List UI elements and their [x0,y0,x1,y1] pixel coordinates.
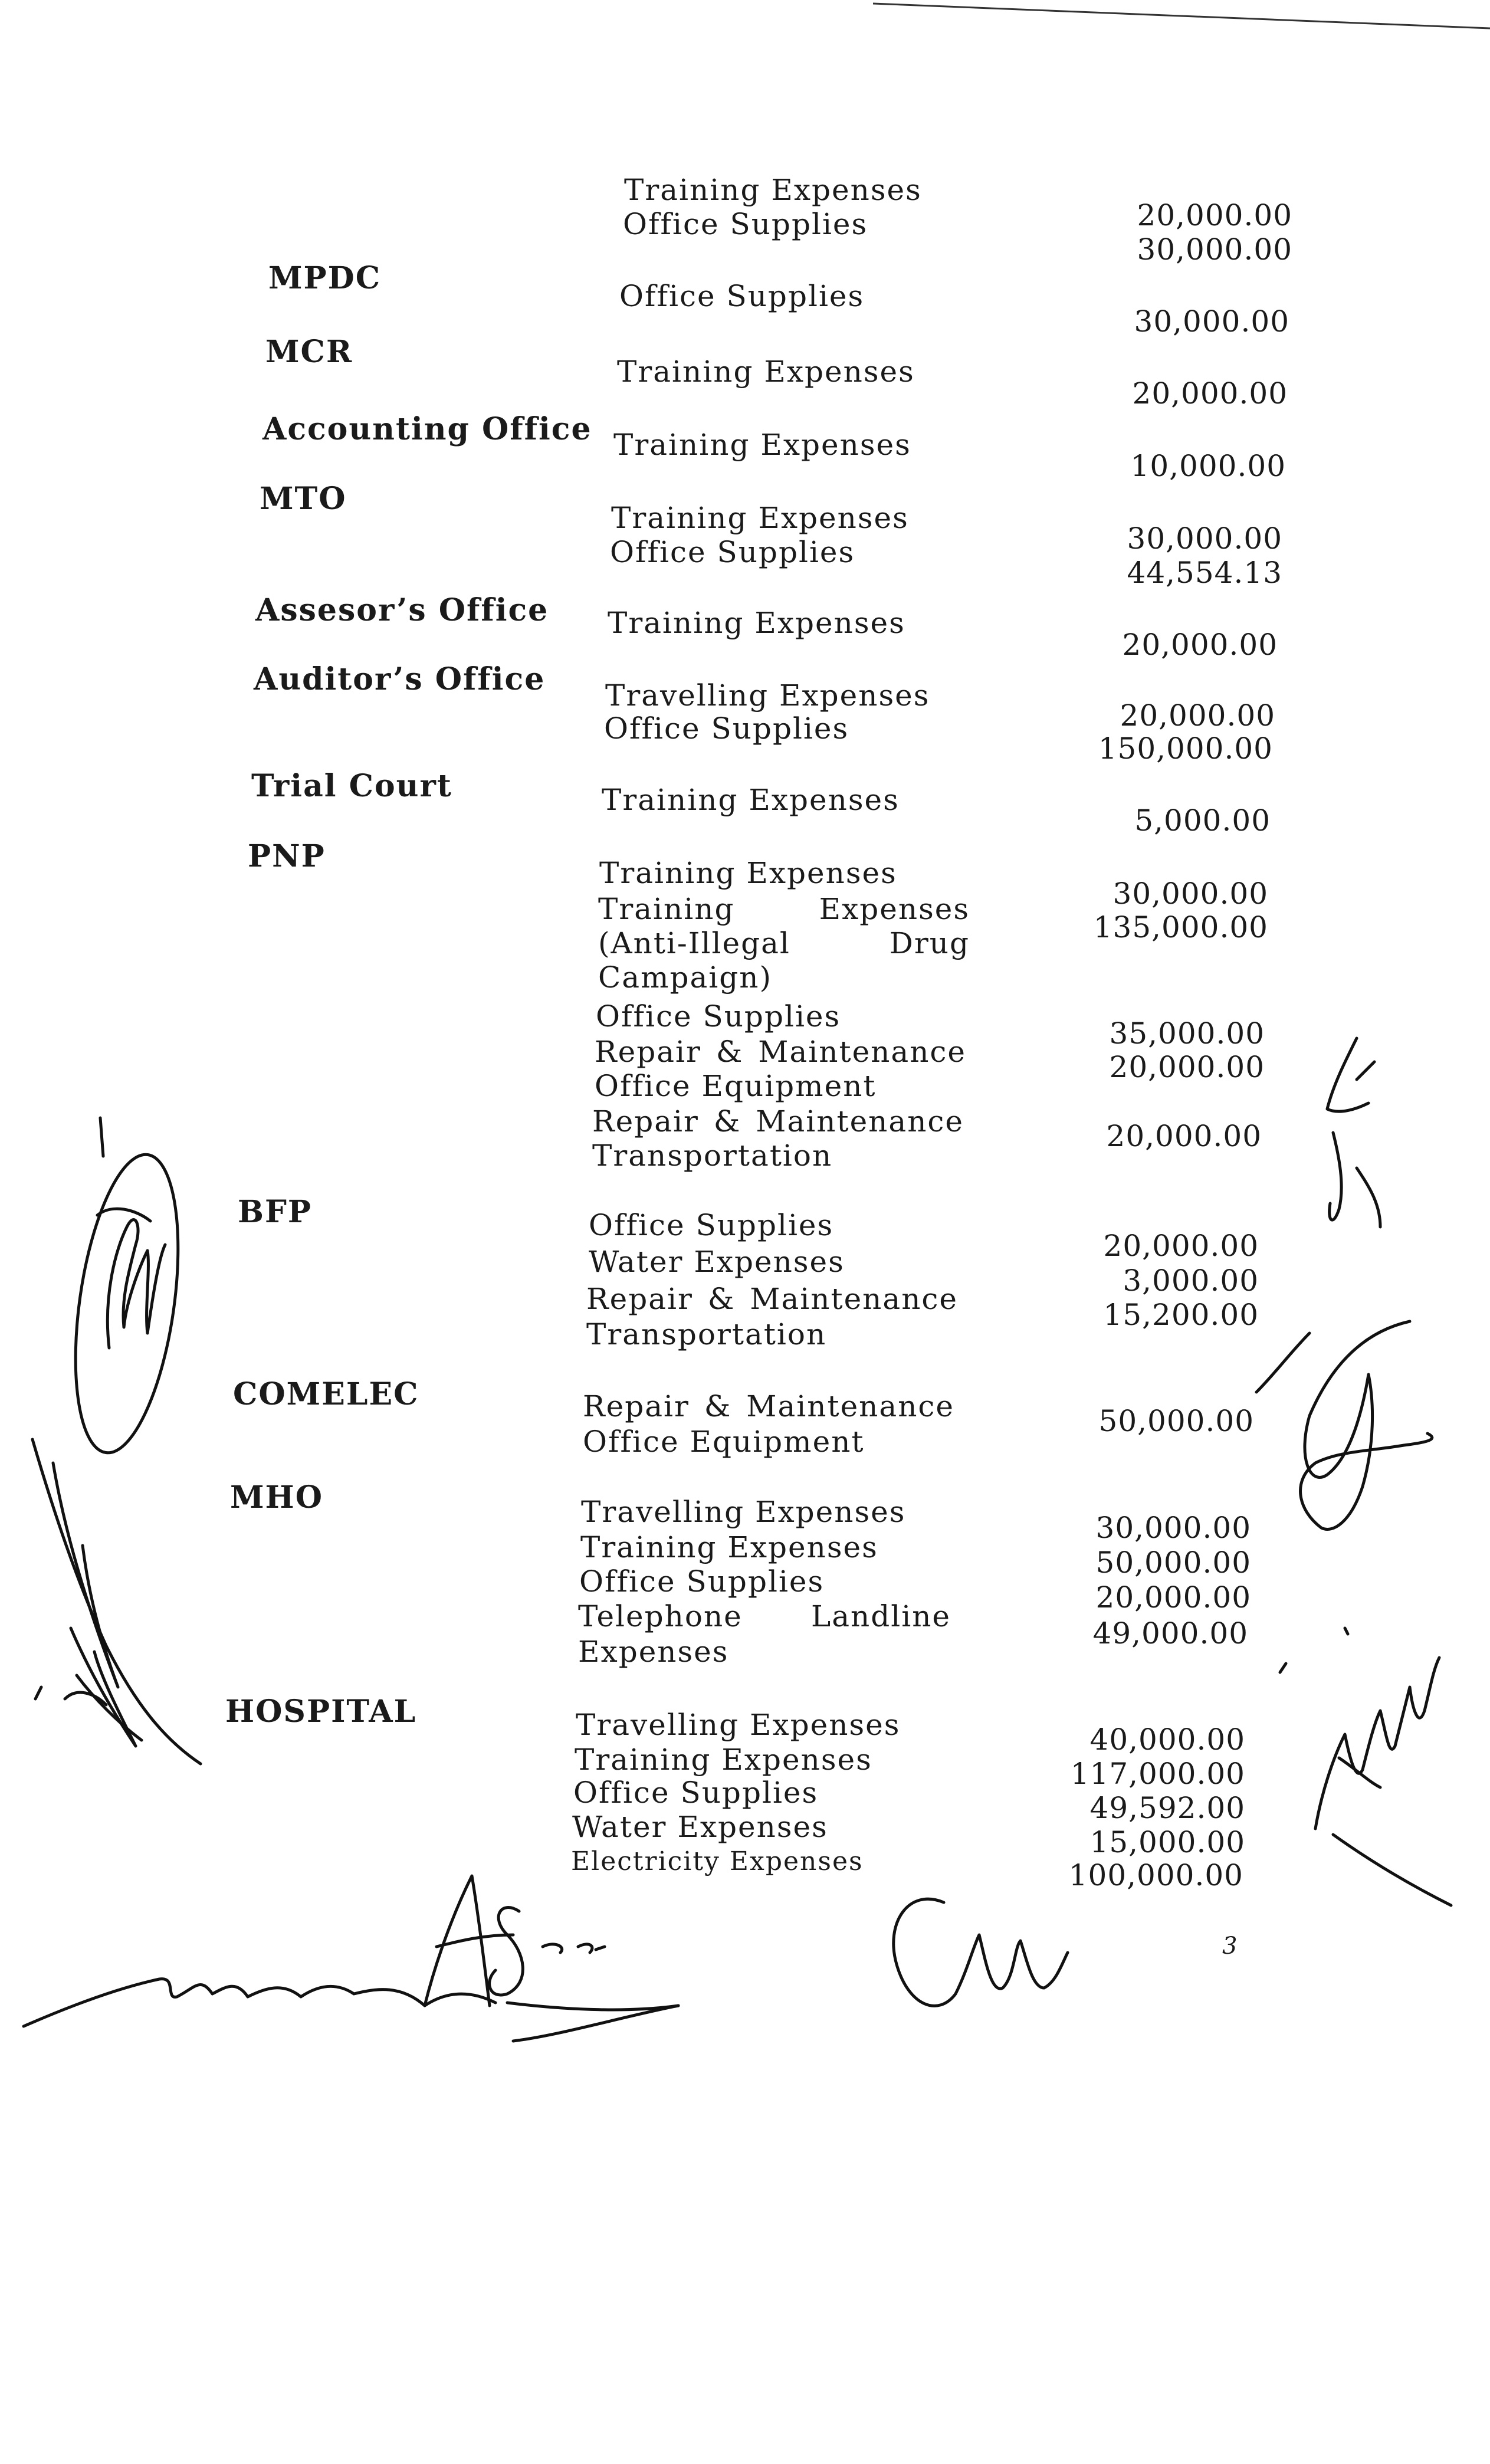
item-r12-2: Office Supplies [573,1776,819,1810]
signature-left-scribble [32,1439,201,1764]
item-r3-0: Training Expenses [613,428,911,462]
item-r8-4: Repair & Maintenance Transportation [592,1104,964,1173]
item-r11-3: Telephone Landline Expenses [578,1599,951,1669]
office-label: PNP [248,838,326,874]
office-label: MPDC [268,260,382,296]
amount-r12-3: 15,000.00 [1089,1825,1245,1859]
office-label: Trial Court [251,768,452,804]
amount-r2-0: 20,000.00 [1132,376,1288,411]
amount-r8-0: 30,000.00 [1112,877,1268,911]
amount-r8-2: 35,000.00 [1109,1016,1265,1051]
signature-left-oval [59,1118,194,1459]
item-r2-0: Training Expenses [617,355,915,389]
item-r12-4: Electricity Expenses [571,1846,864,1876]
item-r11-0: Travelling Expenses [581,1495,906,1529]
office-label: Assesor’s Office [255,592,549,628]
item-r8-0: Training Expenses [599,856,897,890]
amount-r8-1: 135,000.00 [1093,910,1268,944]
office-label: Auditor’s Office [254,661,546,697]
amount-r8-3: 20,000.00 [1109,1050,1265,1084]
item-r8-1 [598,892,970,995]
amount-r3-0: 10,000.00 [1130,449,1286,483]
item-r12-3: Water Expenses [572,1810,828,1844]
item-r1-0: Office Supplies [619,279,865,313]
signature-right-upper [1327,1038,1380,1227]
item-r8-2: Office Supplies [596,999,841,1033]
item-r11-2: Office Supplies [579,1564,825,1599]
amount-r4-0: 30,000.00 [1127,521,1282,556]
item-r12-0: Travelling Expenses [576,1708,901,1742]
amount-r6-0: 20,000.00 [1120,698,1275,733]
item-r5-0: Training Expenses [608,606,905,640]
signature-bottom-left [24,1979,678,2026]
amount-r11-3: 49,000.00 [1092,1616,1248,1651]
amount-r11-0: 30,000.00 [1095,1511,1251,1545]
item-r4-1: Office Supplies [610,535,855,569]
amount-r8-4: 20,000.00 [1106,1119,1262,1153]
amount-r7-0: 5,000.00 [1134,803,1271,838]
amount-r12-0: 40,000.00 [1089,1722,1245,1757]
amount-r4-1: 44,554.13 [1127,556,1282,590]
page-number: 3 [1222,1933,1238,1960]
amount-r9-0: 20,000.00 [1103,1229,1259,1263]
item-r6-1: Office Supplies [604,711,849,746]
amount-r6-1: 150,000.00 [1098,731,1273,766]
item-r8-1-text: Training Expenses (Anti-Illegal Drug Campaign) [598,892,970,995]
office-label: BFP [238,1194,312,1230]
item-r10-0: Repair & Maintenance Office Equipment [583,1389,954,1459]
signature-bottom-center [894,1899,1068,2006]
amount-r12-4: 100,000.00 [1068,1858,1243,1892]
amount-r1-0: 30,000.00 [1134,304,1289,339]
amount-r9-1: 3,000.00 [1123,1264,1259,1298]
amount-r9-2: 15,200.00 [1103,1298,1259,1332]
item-r9-2: Repair & Maintenance Transportation [586,1282,958,1351]
item-r9-0: Office Supplies [589,1208,834,1242]
scan-edge-line [873,0,1490,35]
amount-r0-1: 30,000.00 [1137,232,1292,267]
office-label: MTO [260,481,347,517]
amount-r12-1: 117,000.00 [1070,1757,1245,1791]
signature-right-lower [1280,1628,1451,1905]
amount-r0-0: 20,000.00 [1137,198,1292,232]
amount-r5-0: 20,000.00 [1122,628,1278,662]
office-label: HOSPITAL [225,1694,417,1730]
item-r6-0: Travelling Expenses [605,678,930,713]
item-r8-3: Repair & Maintenance Office Equipment [595,1035,966,1103]
item-r7-0: Training Expenses [602,783,900,817]
item-r12-1: Training Expenses [575,1743,872,1777]
amount-r10-0: 50,000.00 [1098,1404,1254,1438]
office-label: Accounting Office [262,411,592,447]
amount-r11-2: 20,000.00 [1095,1580,1251,1615]
office-label: COMELEC [233,1376,419,1412]
amount-r11-1: 50,000.00 [1095,1546,1251,1580]
item-r0-0: Training Expenses [624,173,922,207]
office-label: MHO [230,1479,323,1515]
office-label: MCR [265,334,353,370]
item-r9-1: Water Expenses [589,1245,845,1279]
signature-right-loop [1256,1321,1432,1529]
amount-r12-2: 49,592.00 [1089,1791,1245,1825]
item-r0-1: Office Supplies [623,207,868,241]
item-r11-1: Training Expenses [580,1530,878,1564]
signature-bottom-middle [425,1876,678,2041]
item-r4-0: Training Expenses [611,501,909,535]
